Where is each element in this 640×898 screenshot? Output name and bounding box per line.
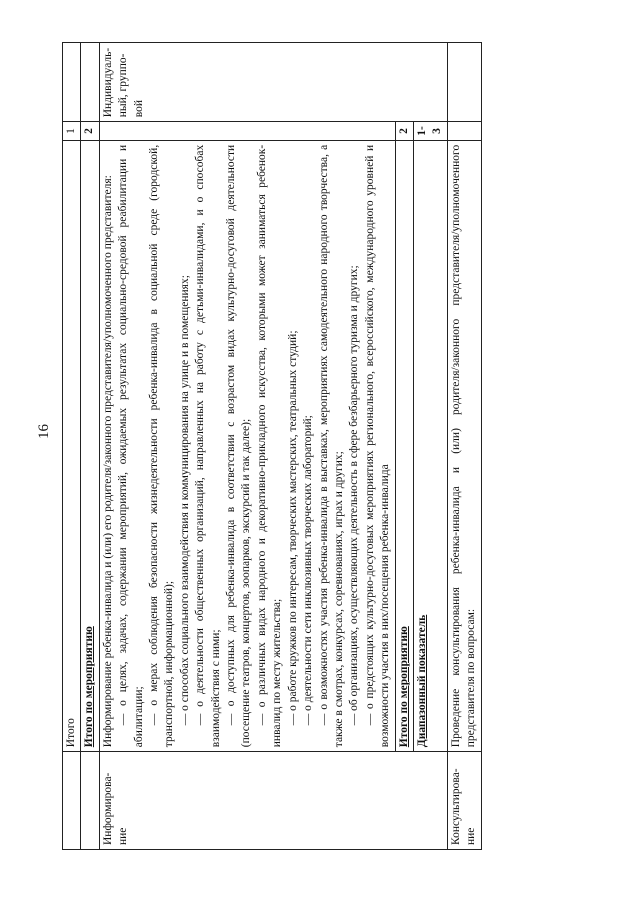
table-cell bbox=[63, 43, 81, 122]
table-cell bbox=[99, 122, 395, 141]
bullet-item: — о предстоящих культурно-досуговых мероприятиях регионального, всероссийского, международного уровней и возможности участия в них/посещения ребенка-инвалида bbox=[363, 145, 394, 747]
table-cell bbox=[81, 752, 99, 850]
table-cell bbox=[447, 122, 481, 141]
bullet-item: — о работе кружков по интересам, творческих мастерских, театральных студий; bbox=[286, 145, 301, 747]
informing-intro: Информирование ребенка-инвалида и (или) его родителя/законного представителя/уполномоченного представителя: bbox=[101, 175, 114, 748]
table-row bbox=[99, 43, 395, 850]
total-label: Итого bbox=[63, 140, 81, 751]
category-informing: Информирова-ние bbox=[99, 752, 447, 850]
bullet-item: — об организациях, осуществляющих деятельность в сфере безбарьерного туризма и других; bbox=[347, 145, 362, 747]
rotated-table-page bbox=[62, 42, 610, 850]
bullet-item: — о способах социального взаимодействия и коммуницирования на улице и в помещениях; bbox=[178, 145, 193, 747]
form-informing: Индивидуаль-ный, группо-вой bbox=[99, 43, 447, 122]
table-cell bbox=[447, 43, 481, 122]
bullet-item: — о целях, задачах, содержании мероприятий, ожидаемых результатах социально-средовой реабилитации и абилитации; bbox=[116, 145, 147, 747]
table-row bbox=[447, 43, 481, 850]
table-cell bbox=[63, 752, 81, 850]
event-total-label: Итого по мероприятию bbox=[395, 140, 413, 751]
page-number: 16 bbox=[36, 424, 52, 439]
bullet-item: — о деятельности сети инклюзивных творческих лабораторий; bbox=[301, 145, 316, 747]
event-total-label: Итого по мероприятию bbox=[81, 140, 99, 751]
category-consulting: Консультирова-ние bbox=[447, 752, 481, 850]
bullet-item: — о мерах соблюдения безопасности жизнедеятельности ребенка-инвалида в социальной среде (городской, транспортной, информационной); bbox=[147, 145, 178, 747]
informing-content bbox=[99, 140, 395, 751]
consulting-text: Проведение консультирования ребенка-инвалида и (или) родителя/законного представителя/уполномоченного представителя по вопросам: bbox=[447, 140, 481, 751]
range-label: Диапазонный показатель bbox=[413, 140, 447, 751]
table-row bbox=[63, 43, 81, 850]
table-row bbox=[395, 43, 413, 850]
event-total-value: 2 bbox=[395, 122, 413, 141]
table-cell bbox=[81, 43, 99, 122]
bullet-item: — о различных видах народного и декоративно-прикладного искусства, которыми может заниматься ребенок-инвалид по месту жительства; bbox=[255, 145, 286, 747]
total-value: 1 bbox=[63, 122, 81, 141]
bullet-item: — о доступных для ребенка-инвалида в соответствии с возрастом видах культурно-досуговой деятельности (посещение театров, концертов, зоопарков, экскурсий и так далее); bbox=[224, 145, 255, 747]
rehabilitation-table bbox=[62, 42, 482, 850]
event-total-value: 2 bbox=[81, 122, 99, 141]
bullet-item: — о деятельности общественных организаций, направленных на работу с детьми-инвалидами, и о способах взаимодействия с ними; bbox=[193, 145, 224, 747]
table-row bbox=[413, 43, 447, 850]
bullet-item: — о возможностях участия ребенка-инвалида в выставках, мероприятиях самодеятельного народного творчества, а также в смотрах, конкурсах, соревнованиях, играх и других; bbox=[317, 145, 348, 747]
range-value: 1-3 bbox=[413, 122, 447, 141]
table-row bbox=[81, 43, 99, 850]
